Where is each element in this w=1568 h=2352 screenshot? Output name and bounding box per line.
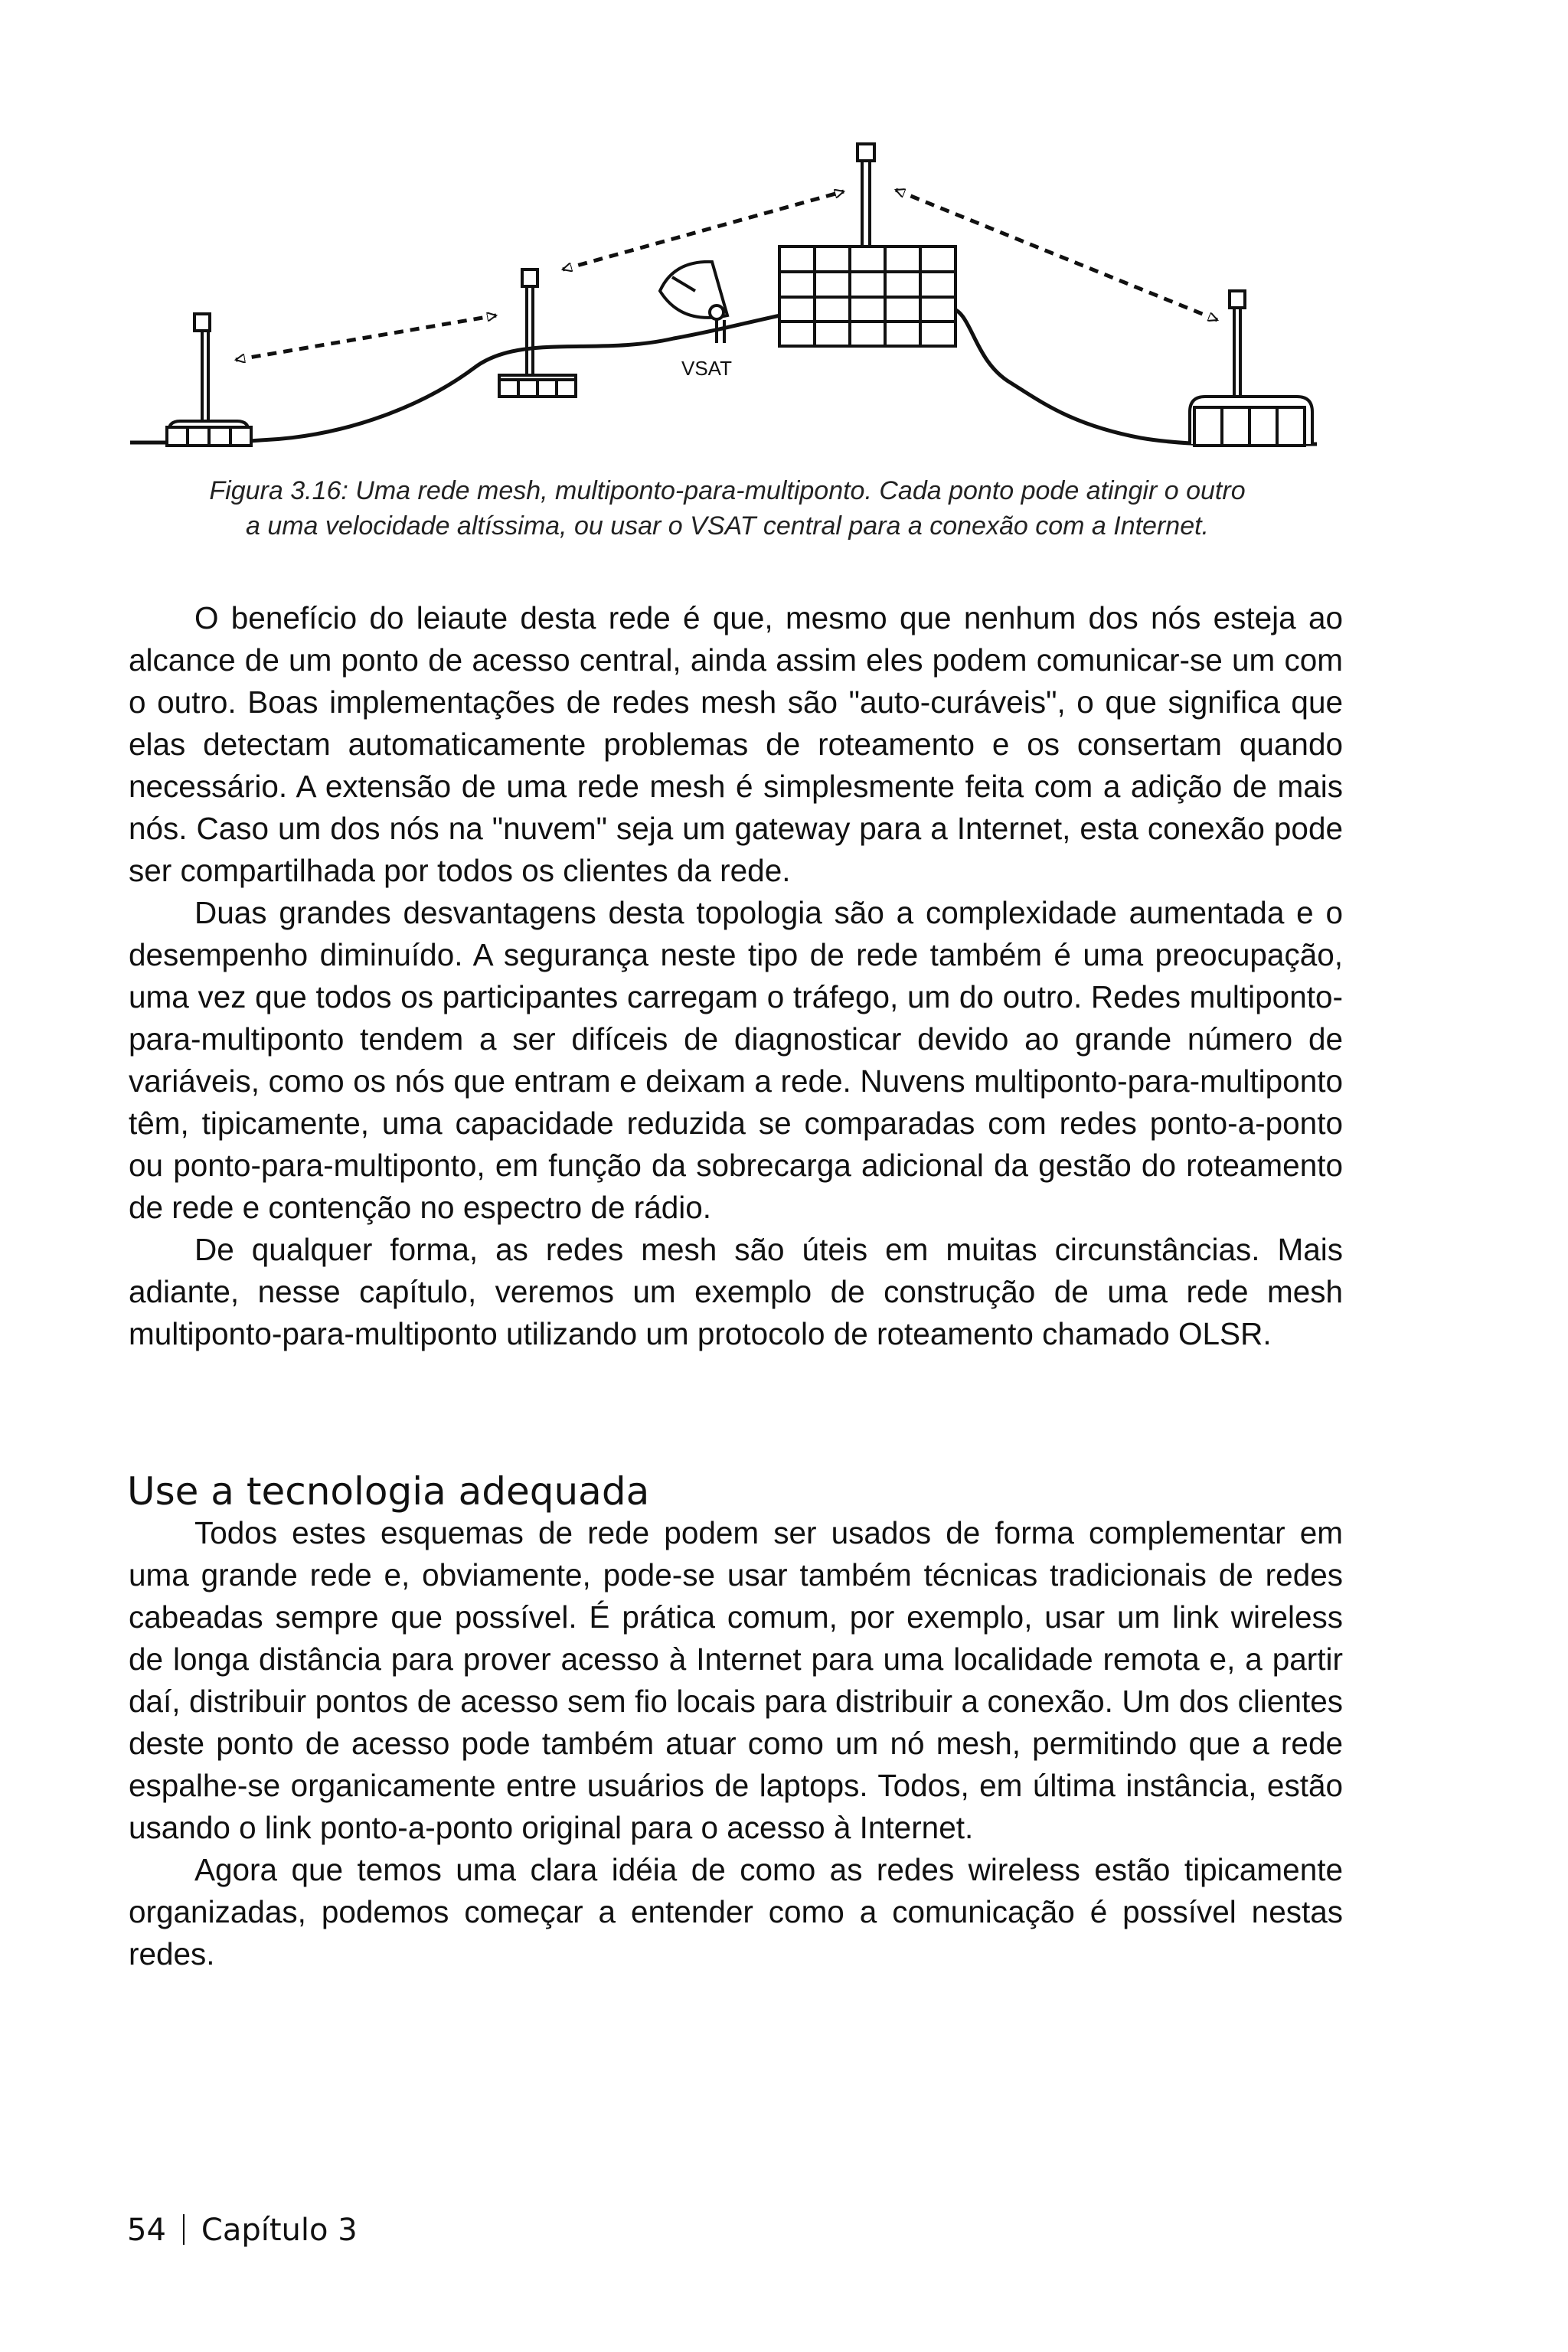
figure-caption (115, 473, 1340, 544)
central-building (779, 144, 956, 346)
page-number: 54 (127, 2213, 166, 2248)
paragraph: De qualquer forma, as redes mesh são úteis em muitas circunstâncias. Mais adiante, nesse capítulo, veremos um exemplo de construção de uma rede mesh multiponto-para-multiponto utilizando um protocolo de roteamento chamado OLSR. (129, 1232, 1343, 1351)
chapter-label: Capítulo 3 (201, 2213, 358, 2248)
link-node1-node2 (236, 315, 496, 360)
vsat-dish (660, 262, 727, 343)
section-heading: Use a tecnologia adequada (127, 1469, 650, 1514)
body-text-top (129, 597, 1343, 1355)
caption-line-1: Figura 3.16: Uma rede mesh, multiponto-para-multiponto. Cada ponto pode atingir o outro (209, 476, 1246, 505)
paragraph: O benefício do leiaute desta rede é que, mesmo que nenhum dos nós esteja ao alcance de um ponto de acesso central, ainda assim eles podem comunicar-se um com o outro. Boas implementações de redes mesh são "auto-curáveis", o que significa que elas detectam automaticamente problemas de roteamento e os consertam quando necessário. A extensão de uma rede mesh é simplesmente feita com a adição de mais nós. Caso um dos nós na "nuvem" seja um gateway para a Internet, esta conexão pode ser compartilhada por todos os clientes da rede. (129, 600, 1343, 888)
footer-divider (183, 2214, 185, 2245)
page-footer (127, 2211, 358, 2249)
caption-line-2: a uma velocidade altíssima, ou usar o VSAT central para a conexão com a Internet. (245, 511, 1210, 541)
paragraph: Duas grandes desvantagens desta topologia são a complexidade aumentada e o desempenho diminuído. A segurança neste tipo de rede também é uma preocupação, uma vez que todos os participantes carregam o tráfego, um do outro. Redes multiponto-para-multiponto tendem a ser difíceis de diagnosticar devido ao grande número de variáveis, como os nós que entram e deixam a rede. Nuvens multiponto-para-multiponto têm, tipicamente, uma capacidade reduzida se comparadas com redes ponto-a-ponto ou ponto-para-multiponto, em função da sobrecarga adicional da gestão do roteamento de rede e contenção no espectro de rádio. (129, 895, 1343, 1225)
wireless-links (236, 190, 1217, 360)
paragraph: Agora que temos uma clara idéia de como as redes wireless estão tipicamente organizadas, podemos começar a entender como a comunicação é possível nestas redes. (129, 1852, 1343, 1971)
mesh-node-2 (499, 270, 576, 397)
mesh-network-figure (122, 138, 1348, 475)
mesh-node-1 (167, 314, 251, 446)
body-text-section (129, 1512, 1343, 1975)
mesh-node-3 (1190, 291, 1312, 446)
mesh-network-diagram (122, 138, 1348, 475)
vsat-label: VSAT (681, 357, 732, 380)
paragraph: Todos estes esquemas de rede podem ser usados de forma complementar em uma grande rede e, obviamente, pode-se usar também técnicas tradicionais de redes cabeadas sempre que possível. É prática comum, por exemplo, usar um link wireless de longa distância para prover acesso à Internet para uma localidade remota e, a partir daí, distribuir pontos de acesso sem fio locais para distribuir a conexão. Um dos clientes deste ponto de acesso pode também atuar como um nó mesh, permitindo que a rede espalhe-se organicamente entre usuários de laptops. Todos, em última instância, estão usando o link ponto-a-ponto original para o acesso à Internet. (129, 1515, 1343, 1845)
